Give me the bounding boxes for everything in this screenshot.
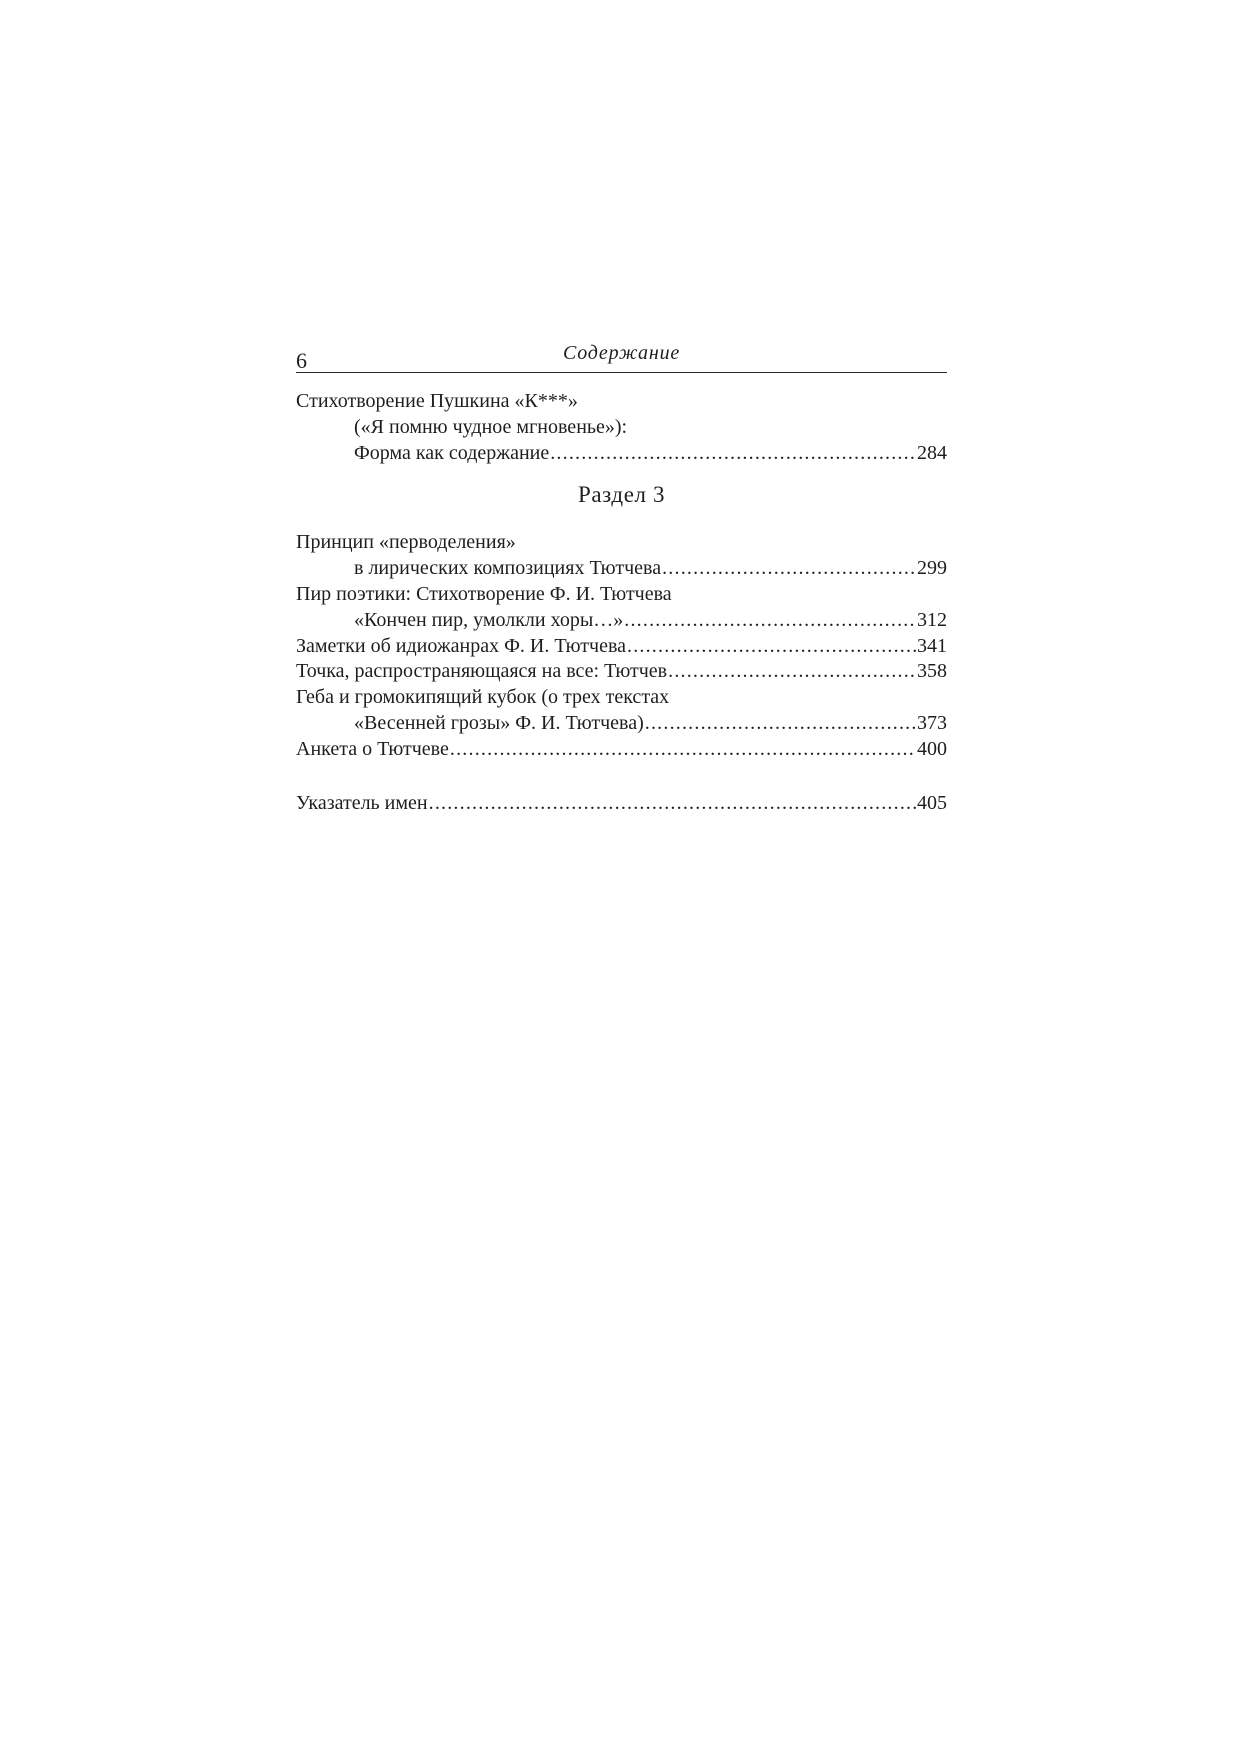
toc-entry-title-line: Принцип «перводеления» <box>296 531 516 554</box>
dot-leader <box>429 791 916 817</box>
toc-entry-leader-line <box>296 634 947 660</box>
running-head <box>296 338 947 373</box>
toc-page-number: 312 <box>917 608 947 631</box>
dot-leader <box>645 711 916 737</box>
toc-entry-leader-line <box>296 659 947 685</box>
dot-leader <box>550 441 916 467</box>
toc-entry-title-line: («Я помню чудное мгновенье»): <box>354 415 628 438</box>
dot-leader <box>450 737 916 763</box>
toc-entry[interactable] <box>296 530 947 582</box>
toc-entry-title-line: Точка, распространяющаяся на все: Тютчев <box>296 660 668 683</box>
toc-page-number: 405 <box>917 791 947 814</box>
toc-page-number: 373 <box>917 711 947 734</box>
toc-entry[interactable] <box>296 791 947 817</box>
toc-entry-title-line: Стихотворение Пушкина «К***» <box>296 390 578 412</box>
toc-page-number: 341 <box>917 634 947 657</box>
toc-page-number: 358 <box>917 660 947 683</box>
dot-leader <box>624 608 916 634</box>
toc-entry-title-line: Заметки об идиожанрах Ф. И. Тютчева <box>296 634 626 657</box>
toc-entry-leader-line <box>296 441 947 467</box>
section-heading: Раздел 3 <box>577 482 666 508</box>
toc-entry-title-line: «Весенней грозы» Ф. И. Тютчева) <box>354 711 644 734</box>
toc-page-number: 299 <box>917 557 947 580</box>
toc-page-number: 400 <box>917 737 947 760</box>
page-number: 6 <box>296 348 307 373</box>
page-content <box>296 338 947 816</box>
running-title: Содержание <box>562 342 681 364</box>
toc-entry-title-line: Указатель имен <box>296 791 428 814</box>
toc-entry-leader-line <box>296 791 947 817</box>
spacer <box>296 763 947 791</box>
dot-leader <box>662 556 916 582</box>
toc-entry-leader-line <box>296 737 947 763</box>
toc-entry-leader-line <box>296 711 947 737</box>
toc-entry[interactable] <box>296 737 947 763</box>
table-of-contents <box>296 389 947 816</box>
toc-entry-title-line: в лирических композициях Тютчева <box>354 557 662 580</box>
toc-entry-leader-line <box>296 556 947 582</box>
toc-entry-title-line: Пир поэтики: Стихотворение Ф. И. Тютчева <box>296 582 672 605</box>
toc-entry[interactable] <box>296 389 947 466</box>
toc-entry-title-line: Форма как содержание <box>354 441 550 464</box>
toc-entry-title-line: «Кончен пир, умолкли хоры…» <box>354 608 624 631</box>
toc-entry[interactable] <box>296 685 947 737</box>
toc-entry-title-line: Геба и громокипящий кубок (о трех текстах <box>296 686 670 709</box>
toc-entry-title-line: Анкета о Тютчеве <box>296 737 449 760</box>
dot-leader <box>668 659 916 685</box>
dot-leader <box>627 634 916 660</box>
toc-entry[interactable] <box>296 582 947 634</box>
toc-entry-leader-line <box>296 608 947 634</box>
toc-entry[interactable] <box>296 659 947 685</box>
toc-entry[interactable] <box>296 634 947 660</box>
toc-page-number: 284 <box>917 441 947 464</box>
